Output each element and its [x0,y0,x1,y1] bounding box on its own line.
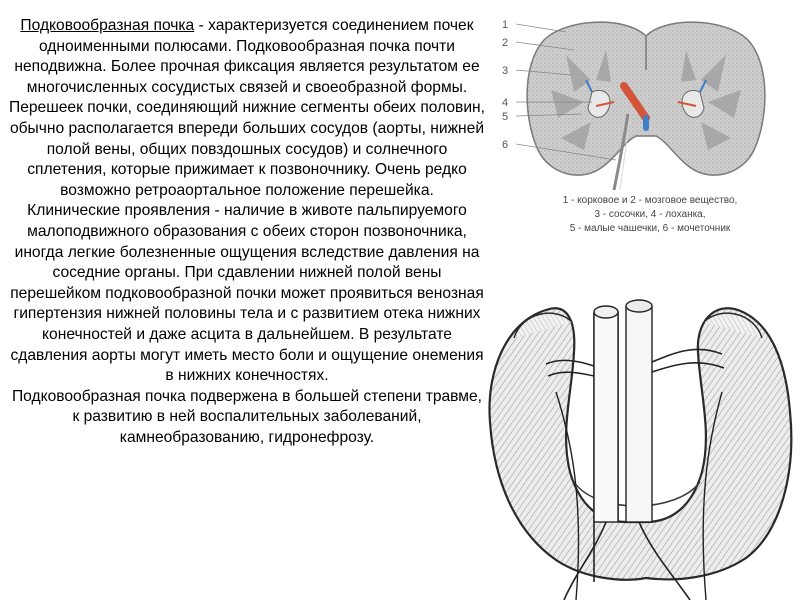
legend-line: 1 - корковое и 2 - мозговое вещество, [562,195,738,206]
paragraph-complications: Подковообразная почка подвержена в большей степени травме, к развитию в ней воспалительных заболеваний, камнеобразованию, гидронефрозу. [11,387,483,446]
paragraph-definition [8,16,486,201]
label-4: 4 [502,97,509,109]
label-3: 3 [502,65,509,77]
article-text [8,16,486,448]
label-5: 5 [502,111,509,123]
paragraph-clinical: Клинические проявления - наличие в животе пальпируемого малоподвижного образования с обеих сторон позвоночника, иногда легкие болезненные ощущения вследствие давления на соседние органы. При сдавлении нижней полой вены перешейком подковообразной почки может проявиться венозная гипертензия нижней половины тела и с развитием отека нижних конечностей и даже асцита в дальнейшем. В результате сдавления аорты могут иметь место боли и ощущение онемения в нижних конечностях. [10,202,484,385]
horseshoe-kidney-drawing [476,282,800,600]
definition-text: - характеризуется соединением почек одноименными полюсами. Подковообразная почка почти неподвижна. Более прочная фиксация является результатом ее многочисленных сосудистых связей и своеобразной формы. Перешеек почки, соединяющий нижние сегменты обеих половин, обычно располагается впереди больших сосудов (аорты, нижней полой вены, общих повздошных сосудов) и солнечного сплетения, которые прижимает к позвоночнику. Очень редко возможно ретроаортальное положение перешейка. [9,17,485,199]
figure-legend [505,194,795,236]
legend-line: 3 - сосочки, 4 - лоханка, [594,209,706,220]
label-2: 2 [502,37,509,49]
label-6: 6 [502,139,509,151]
term-horseshoe-kidney: Подковообразная почка [20,17,195,34]
label-1: 1 [502,19,509,31]
legend-line: 5 - малые чашечки, 6 - мочеточник [569,223,731,234]
